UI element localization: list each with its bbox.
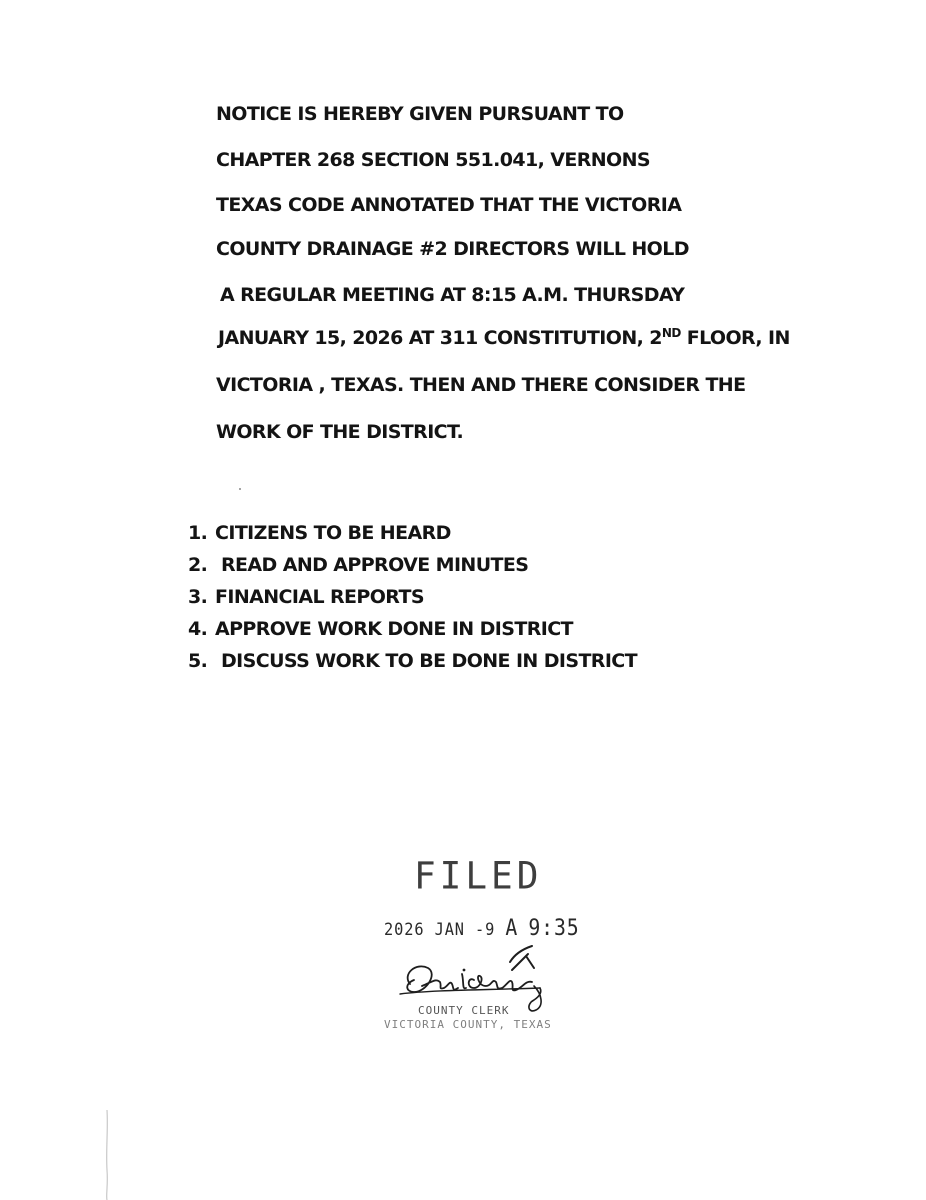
- agenda-item-2: [188, 553, 528, 577]
- agenda-item-4: [188, 617, 573, 641]
- notice-line-5: A REGULAR MEETING AT 8:15 A.M. THURSDAY: [220, 284, 685, 306]
- agenda-text: READ AND APPROVE MINUTES: [215, 554, 529, 576]
- agenda-number: 4.: [188, 618, 208, 640]
- stamp-time: 9:35: [528, 916, 580, 941]
- agenda-text: DISCUSS WORK TO BE DONE IN DISTRICT: [215, 650, 638, 672]
- scan-edge-mark: [104, 1110, 110, 1200]
- notice-line-6-end: FLOOR, IN: [680, 327, 790, 349]
- agenda-text: APPROVE WORK DONE IN DISTRICT: [215, 618, 573, 640]
- notice-line-3: TEXAS CODE ANNOTATED THAT THE VICTORIA: [216, 194, 682, 216]
- notice-line-2: CHAPTER 268 SECTION 551.041, VERNONS: [216, 149, 650, 171]
- notice-line-1: NOTICE IS HEREBY GIVEN PURSUANT TO: [216, 103, 624, 125]
- notice-line-6: [218, 326, 790, 350]
- agenda-number: 3.: [188, 586, 208, 608]
- agenda-item-3: [188, 585, 424, 609]
- stamp-county: VICTORIA COUNTY, TEXAS: [384, 1018, 552, 1031]
- stamp-ampm: A: [505, 916, 519, 941]
- filed-stamp-title: FILED: [414, 854, 543, 899]
- stamp-month-day: JAN -9: [434, 920, 496, 940]
- stamp-clerk-title: COUNTY CLERK: [418, 1004, 510, 1017]
- notice-line-6-superscript: ND: [661, 326, 681, 340]
- notice-line-7: VICTORIA , TEXAS. THEN AND THERE CONSIDER THE: [216, 374, 746, 396]
- notice-line-8: WORK OF THE DISTRICT.: [216, 421, 464, 443]
- agenda-text: CITIZENS TO BE HEARD: [215, 522, 451, 544]
- notice-line-4: COUNTY DRAINAGE #2 DIRECTORS WILL HOLD: [216, 238, 689, 260]
- stamp-year: 2026: [384, 920, 425, 940]
- scan-speck: [239, 488, 241, 490]
- agenda-item-5: [188, 649, 637, 673]
- agenda-item-1: [188, 521, 451, 545]
- agenda-number: 5.: [188, 650, 208, 672]
- notice-line-6-start: JANUARY 15, 2026 AT 311 CONSTITUTION, 2: [218, 327, 662, 349]
- agenda-number: 2.: [188, 554, 208, 576]
- agenda-text: FINANCIAL REPORTS: [215, 586, 424, 608]
- agenda-number: 1.: [188, 522, 208, 544]
